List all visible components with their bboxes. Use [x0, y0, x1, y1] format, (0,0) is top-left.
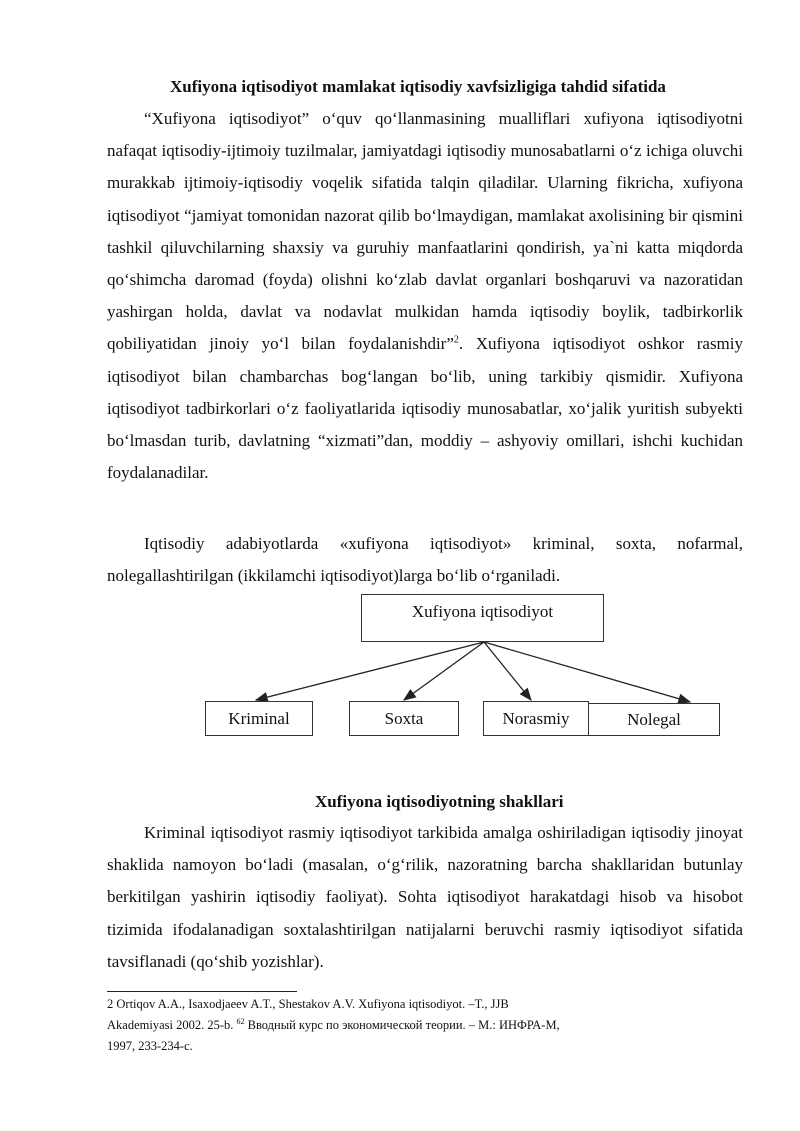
diagram-node-norasmiy: Norasmiy	[483, 701, 589, 736]
footnote-sup: 62	[236, 1016, 245, 1026]
arrow-to-kriminal	[256, 642, 484, 700]
paragraph-classification: Iqtisodiy adabiyotlarda «xufiyona iqtisodiyot» kriminal, soxta, nofarmal, nolegallashtirilgan (ikkilamchi iqtisodiyot)larga bo‘lib o‘rganiladi.	[107, 534, 743, 586]
subsection-heading: Xufiyona iqtisodiyotning shakllari	[315, 792, 564, 811]
diagram-node-nolegal: Nolegal	[588, 703, 720, 736]
footnote	[107, 994, 707, 1057]
diagram-node-kriminal: Kriminal	[205, 701, 313, 736]
arrow-to-norasmiy	[484, 642, 531, 700]
arrow-to-nolegal	[484, 642, 690, 702]
footnote-line-2b: Вводный курс по экономической теории. – М.: ИНФРА-М,	[244, 1018, 560, 1032]
footnote-separator	[107, 991, 297, 992]
footnote-line-3: 1997, 233-234-с.	[107, 1039, 193, 1053]
diagram-root-box: Xufiyona iqtisodiyot	[361, 594, 604, 642]
paragraph-definition-text: “Xufiyona iqtisodiyot” o‘quv qo‘llanmasining mualliflari xufiyona iqtisodiyotni nafaqat iqtisodiy-ijtimoiy tuzilmalar, jamiyatdagi iqtisodiy munosabatlarni o‘z ichiga oluvchi murakkab ijtimoiy-iqtisodiy voqelik sifatida talqin qiladilar. Ularning fikricha, xufiyona iqtisodiyot “jamiyat tomonidan nazorat qilib bo‘lmaydigan, mamlakat axolisining bir qismini tashkil qiluvchilarning shaxsiy va guruhiy manfaatlarini qondirish, ya`ni katta miqdorda qo‘shimcha daromad (foyda) olishni ko‘zlab davlat organlari boshqaruvi va nazoratidan yashirgan holda, davlat va nodavlat mulkidan hamda iqtisodiy boylik, tadbirkorlik qobiliyatidan jinoiy yo‘l bilan foydalanishdir”	[107, 109, 743, 354]
footnote-reference[interactable]: 2	[453, 334, 459, 346]
footnote-line-2a: Akademiyasi 2002. 25-b.	[107, 1018, 234, 1032]
section-heading: Xufiyona iqtisodiyot mamlakat iqtisodiy xavfsizligiga tahdid sifatida	[170, 77, 666, 96]
arrow-to-soxta	[404, 642, 484, 700]
paragraph-forms: Kriminal iqtisodiyot rasmiy iqtisodiyot tarkibida amalga oshiriladigan iqtisodiy jinoyat shaklida namoyon bo‘ladi (masalan, o‘g‘rilik, nazoratning barcha shakllaridan butunlay berkitilgan yashirin iqtisodiy faoliyat). Sohta iqtisodiyot harakatdagi hisob va hisobot tizimida ifodalanadigan soxtalashtirilgan natijalarni beruvchi rasmiy iqtisodiyot sifatida tavsiflanadi (qo‘shib yozishlar).	[107, 823, 743, 971]
paragraph-definition-tail: . Xufiyona iqtisodiyot oshkor rasmiy iqtisodiyot bilan chambarchas bog‘langan bo‘lib, uning tarkibiy qismidir. Xufiyona iqtisodiyot tadbirkorlari o‘z faoliyatlarida iqtisodiy munosabatlar, xo‘jalik yuritish subyekti bo‘lmasdan turib, davlatning “xizmati”dan, moddiy – ashyoviy omillari, ishchi kuchidan foydalanadilar.	[107, 334, 744, 483]
footnote-line-1: 2 Ortiqov A.A., Isaxodjaeev A.T., Shestakov A.V. Xufiyona iqtisodiyot. –T., JJB	[107, 997, 509, 1011]
diagram-node-soxta: Soxta	[349, 701, 459, 736]
